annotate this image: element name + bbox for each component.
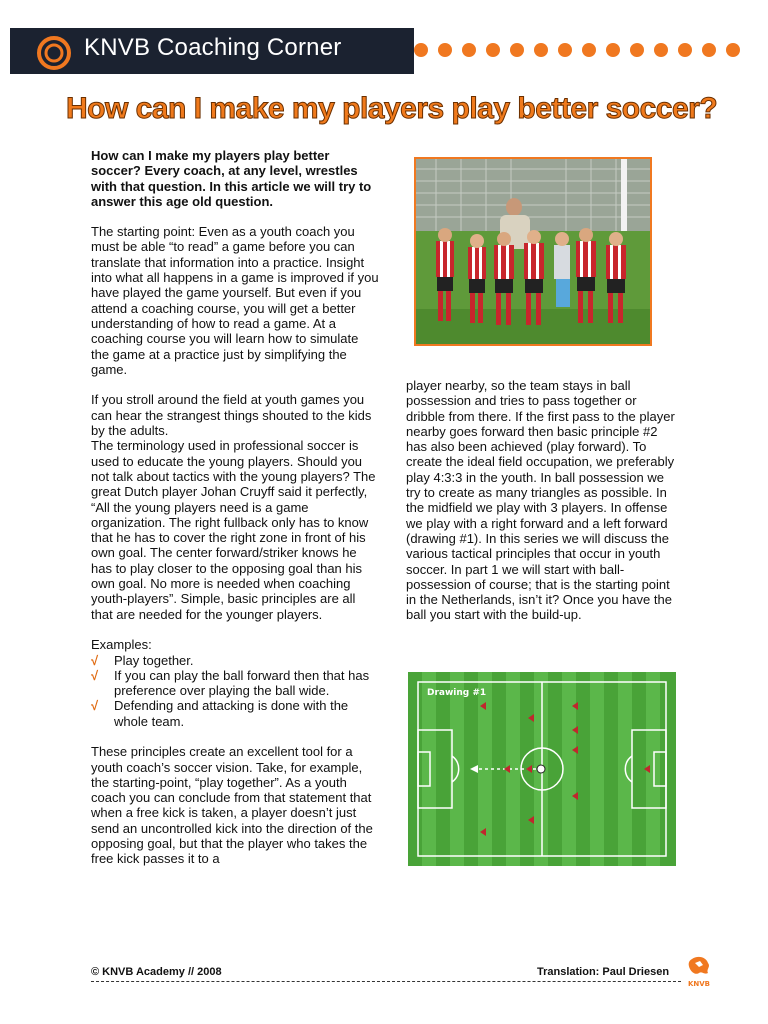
article-headline: How can I make my players play better soccer?: [66, 92, 718, 125]
dot-icon: [462, 43, 476, 57]
list-item: √ Defending and attacking is done with the whole team.: [91, 698, 349, 729]
paragraph: player nearby, so the team stays in ball possession and tries to pass together or dribble from there. If the first pass to the player nearby goes forward then basic principle #2 has also been achieved (play forward). To create the ideal field occupation, we preferably play 4:3:3 in the youth. In ball possession we try to create as many triangles as possible. In the midfield we play with 3 players. In offense we play with a right forward and a left forward (drawing #1). In this series we will discuss the various tactical principles that occur in youth soccer. In part 1 we will start with ball-possession of course; that is the starting point in the Netherlands, isn’t it? Once you have the ball you start with the build-up.: [406, 378, 675, 623]
dot-icon: [486, 43, 500, 57]
team-photo-image: [416, 159, 650, 344]
svg-text:KNVB: KNVB: [687, 980, 711, 988]
header-title: KNVB Coaching Corner: [84, 34, 342, 61]
right-column: [406, 378, 678, 623]
knvb-lion-logo-icon: [684, 955, 714, 989]
dot-icon: [582, 43, 596, 57]
checkmark-icon: √: [91, 652, 99, 668]
dot-icon: [678, 43, 692, 57]
dot-icon: [606, 43, 620, 57]
soccer-field-diagram: [408, 672, 676, 866]
paragraph: The starting point: Even as a youth coach you must be able “to read” a game before you can translate that information into a practice. Insight into what all happens in a game is improved if you have played the game yourself. But even if you attend a coaching course, you will get a better understanding of how to read a game. At a coaching course you will learn how to simulate the game at a practice just by simplifying the game.: [91, 224, 379, 377]
examples-label: Examples:: [91, 637, 152, 653]
dot-icon: [534, 43, 548, 57]
paragraph: The terminology used in professional soccer is used to educate the young players. Should you not talk about tactics with the young players? The great Dutch player Johan Cruyff said it perfectly, “All the young players need is a game organization. The right fullback only has to know that he has to cover the right zone in front of his own goal. The center forward/striker knows he has to play closer to the opposing goal than his own goal. No more is needed when coaching youth-players”. Simple, basic principles are all that are needed for the younger players.: [91, 438, 376, 622]
list-item: √ If you can play the ball forward then that has preference over playing the ball wide.: [91, 667, 370, 699]
dot-icon: [654, 43, 668, 57]
list-item: √ Play together.: [91, 652, 194, 668]
dot-icon: [630, 43, 644, 57]
left-column: [91, 148, 379, 867]
drawing-label: Drawing #1: [427, 688, 487, 698]
footer-copyright: © KNVB Academy // 2008: [91, 966, 222, 978]
footer-divider: [91, 981, 681, 982]
decorative-dots: [414, 43, 754, 59]
checkmark-icon: √: [91, 667, 99, 683]
checkmark-icon: √: [91, 698, 99, 714]
footer-translation: Translation: Paul Driesen: [537, 966, 670, 978]
examples-list: [91, 653, 379, 729]
paragraph: If you stroll around the field at youth games you can hear the strangest things shouted to the kids by the adults.: [91, 392, 372, 439]
dot-icon: [702, 43, 716, 57]
dot-icon: [438, 43, 452, 57]
intro-paragraph: How can I make my players play better soccer? Every coach, at any level, wrestles with that question. In this article we will try to answer this age old question.: [91, 148, 372, 209]
knvb-ring-logo-icon: [36, 35, 72, 71]
dot-icon: [414, 43, 428, 57]
dot-icon: [558, 43, 572, 57]
dot-icon: [726, 43, 740, 57]
team-photo: [414, 157, 652, 346]
dot-icon: [510, 43, 524, 57]
field-drawing: [408, 672, 676, 866]
paragraph: These principles create an excellent tool for a youth coach’s soccer vision. Take, for example, the starting-point, “play together”. As a youth coach you can conclude from that statement that when a free kick is taken, a player doesn’t just send an uncontrolled kick into the direction of the opposing goal, but that the player who takes the free kick passes it to a: [91, 744, 373, 867]
